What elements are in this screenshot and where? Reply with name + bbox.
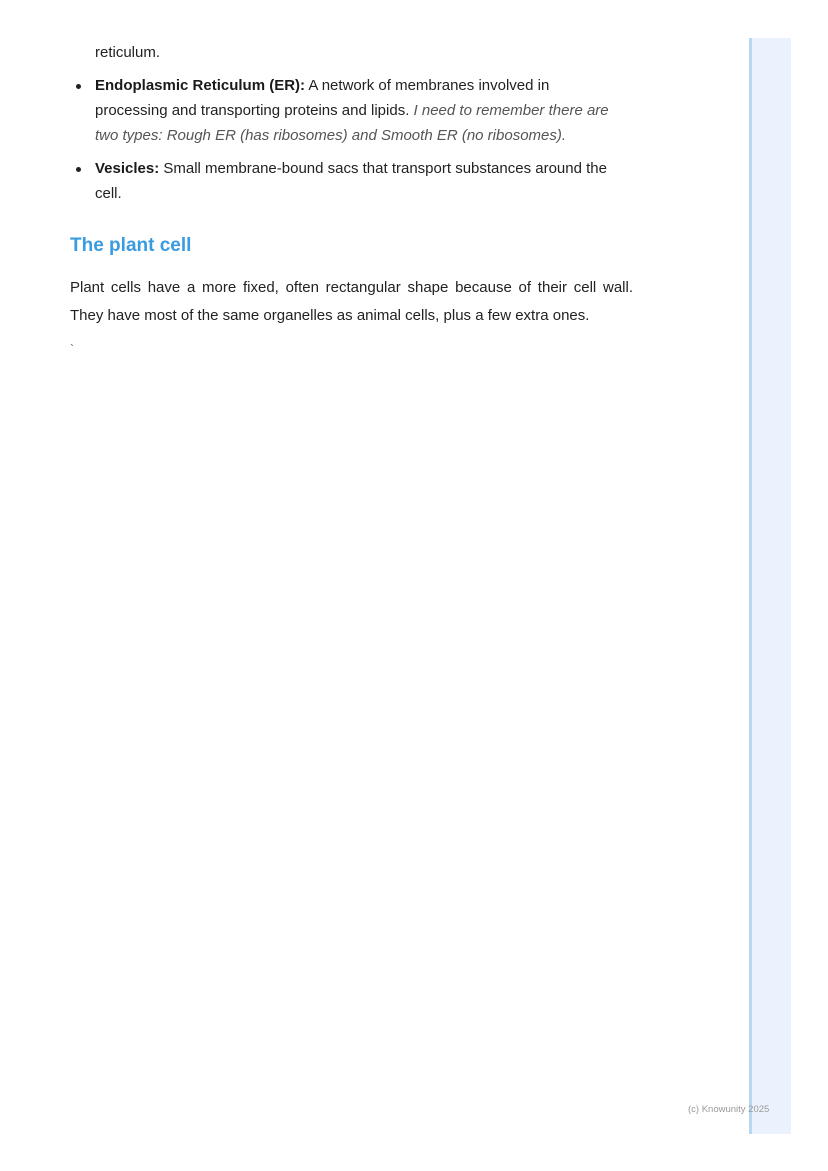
list-item-term: Endoplasmic Reticulum (ER):	[95, 77, 306, 94]
list-item-term: Vesicles:	[95, 160, 160, 177]
bullet-dot	[76, 84, 81, 89]
bullet-dot	[76, 167, 81, 172]
organelle-list	[70, 73, 636, 206]
stray-mark: `	[70, 342, 74, 356]
list-item-text: Small membrane-bound sacs that transport substances around the cell.	[95, 160, 607, 202]
section-paragraph: Plant cells have a more fixed, often rectangular shape because of their cell wall. They have most of the same organelles as animal cells, plus a few extra ones.	[70, 279, 633, 324]
list-item-text: A network of membranes involved in processing and transporting proteins and lipids.	[95, 77, 550, 119]
list-item-er	[70, 73, 615, 148]
side-margin-panel	[749, 38, 791, 1134]
document-body	[70, 40, 636, 355]
copyright-footer: (c) Knowunity 2025	[688, 1104, 770, 1115]
list-item-note: I need to remember there are two types: Rough ER (has ribosomes) and Smooth ER (no ribosomes).	[95, 102, 609, 144]
section-heading: The plant cell	[70, 235, 192, 256]
continued-text: reticulum.	[95, 44, 161, 61]
list-item-vesicles	[70, 156, 615, 206]
